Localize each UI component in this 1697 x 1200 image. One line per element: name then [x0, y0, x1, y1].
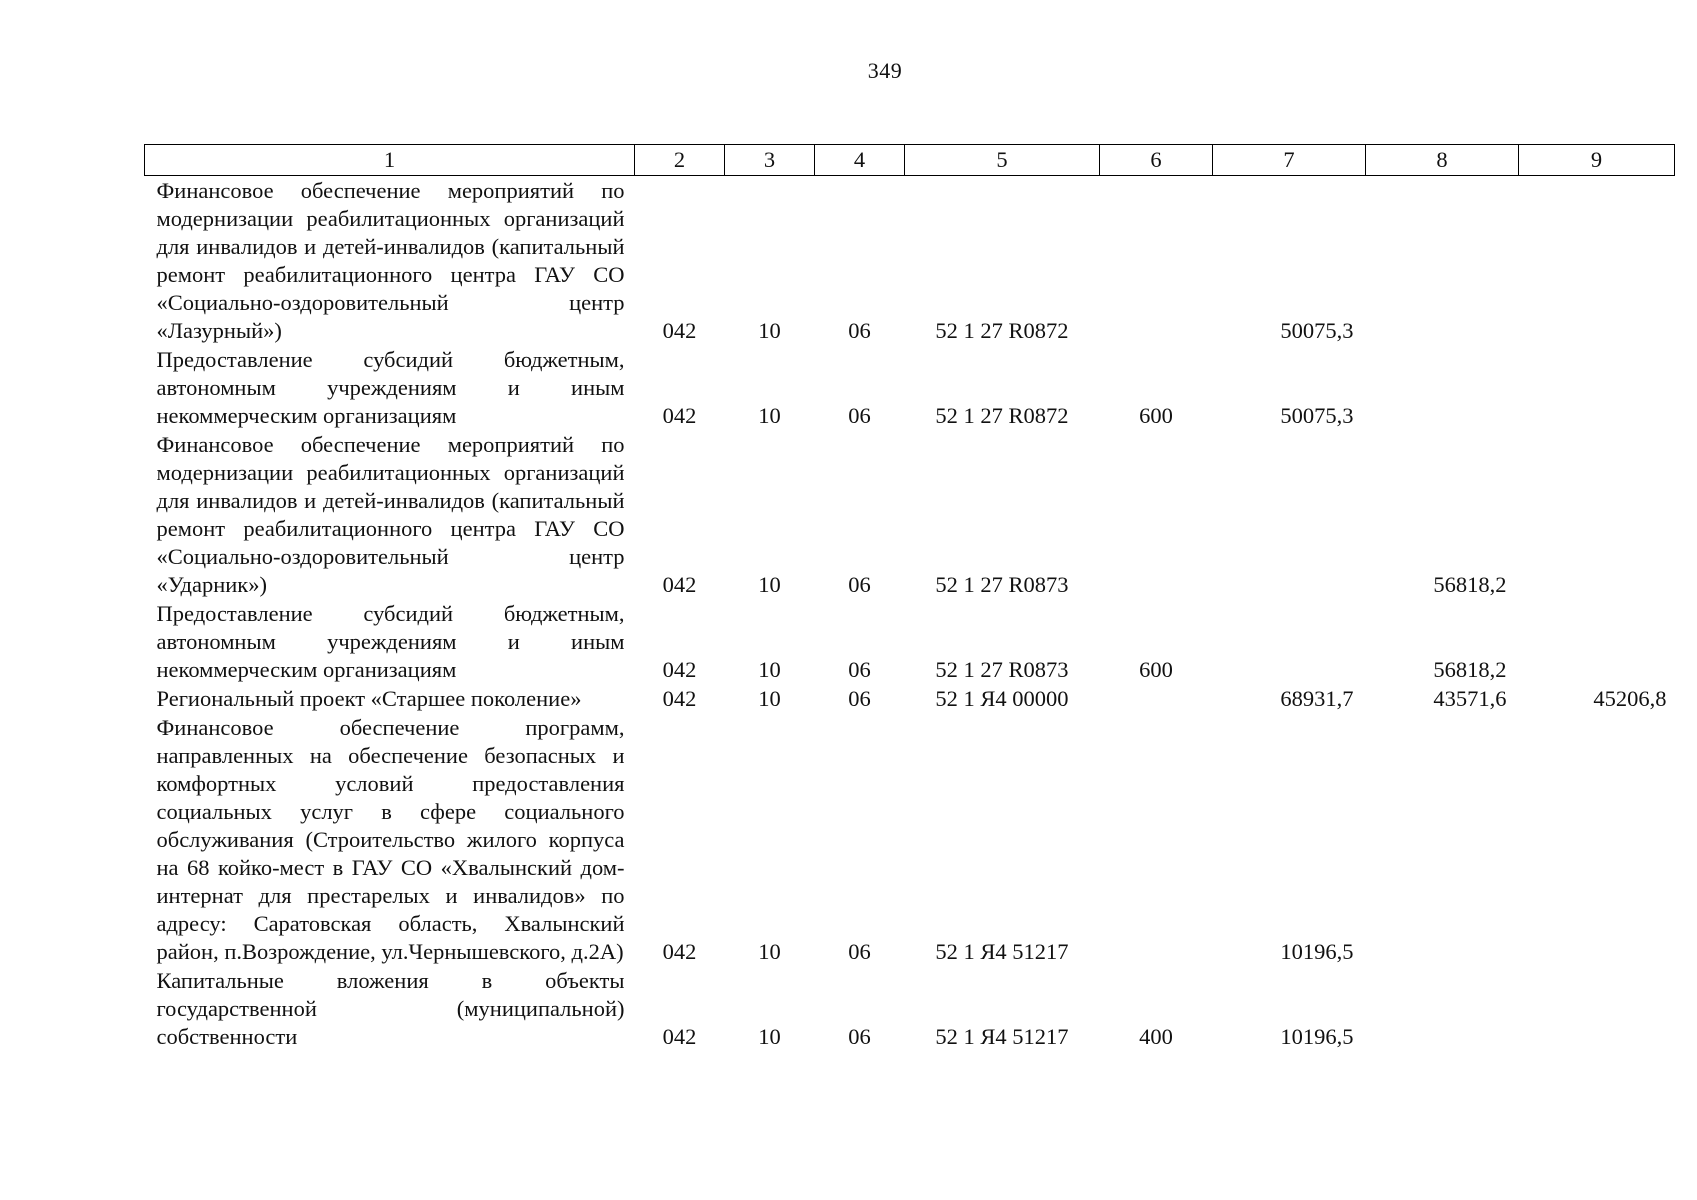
- cell-col-9: [1519, 599, 1675, 684]
- cell-col-8: 56818,2: [1433, 572, 1507, 597]
- cell-col-3: 10: [758, 939, 781, 964]
- cell-col-7: 68931,7: [1280, 686, 1354, 711]
- cell-col-5: 52 1 Я4 51217: [935, 1024, 1069, 1049]
- cell-col-7: 50075,3: [1280, 318, 1354, 343]
- table-row: [145, 713, 1675, 966]
- cell-col-8: 43571,6: [1433, 686, 1507, 711]
- header-row: [145, 145, 1675, 176]
- cell-col-6: [1100, 176, 1213, 346]
- cell-col-4: 06: [848, 318, 871, 343]
- cell-col-5: 52 1 27 R0872: [935, 403, 1069, 428]
- cell-col-8: [1366, 176, 1519, 346]
- cell-col-3: 10: [758, 572, 781, 597]
- row-description: Предоставление субсидий бюджетным, автономным учреждениям и иным некоммерческим организациям: [156, 601, 625, 682]
- page-number: 349: [867, 58, 903, 83]
- cell-col-6: 600: [1139, 657, 1173, 682]
- cell-col-8: [1366, 966, 1519, 1051]
- cell-col-3: 10: [758, 657, 781, 682]
- budget-table: [144, 144, 1675, 1051]
- cell-col-7: [1213, 599, 1366, 684]
- row-description: Региональный проект «Старшее поколение»: [156, 686, 582, 711]
- cell-col-4: 06: [848, 686, 871, 711]
- header-col-2: 2: [635, 145, 725, 176]
- cell-col-9: [1519, 713, 1675, 966]
- cell-col-9: [1519, 966, 1675, 1051]
- table-row: [145, 966, 1675, 1051]
- row-description: Финансовое обеспечение мероприятий по модернизации реабилитационных организаций для инвалидов и детей-инвалидов (капитальный ремонт реабилитационного центра ГАУ СО «Социально-оздоровительный центр «Лазурный»): [156, 178, 625, 343]
- cell-col-3: 10: [758, 686, 781, 711]
- cell-col-5: 52 1 Я4 00000: [935, 686, 1069, 711]
- cell-col-2: 042: [662, 939, 697, 964]
- table-header: [145, 145, 1675, 176]
- cell-col-5: 52 1 27 R0873: [935, 657, 1069, 682]
- header-col-3: 3: [725, 145, 815, 176]
- cell-col-4: 06: [848, 657, 871, 682]
- cell-col-7: 50075,3: [1280, 403, 1354, 428]
- cell-col-5: 52 1 Я4 51217: [935, 939, 1069, 964]
- cell-col-9: [1519, 430, 1675, 599]
- cell-col-3: 10: [758, 318, 781, 343]
- cell-col-8: 56818,2: [1433, 657, 1507, 682]
- cell-col-7: [1213, 430, 1366, 599]
- table-row: [145, 684, 1675, 713]
- cell-col-2: 042: [662, 403, 697, 428]
- table-row: [145, 599, 1675, 684]
- cell-col-3: 10: [758, 403, 781, 428]
- cell-col-9: [1519, 345, 1675, 430]
- cell-col-6: 600: [1139, 403, 1173, 428]
- table-row: [145, 176, 1675, 346]
- cell-col-7: 10196,5: [1280, 939, 1354, 964]
- header-col-7: 7: [1213, 145, 1366, 176]
- table-row: [145, 345, 1675, 430]
- row-description: Капитальные вложения в объекты государственной (муниципальной) собственности: [156, 968, 625, 1049]
- cell-col-2: 042: [662, 572, 697, 597]
- header-col-5: 5: [905, 145, 1100, 176]
- cell-col-8: [1366, 713, 1519, 966]
- table-row: [145, 430, 1675, 599]
- header-col-4: 4: [815, 145, 905, 176]
- cell-col-2: 042: [662, 318, 697, 343]
- header-col-9: 9: [1519, 145, 1675, 176]
- cell-col-4: 06: [848, 1024, 871, 1049]
- cell-col-4: 06: [848, 403, 871, 428]
- cell-col-6: [1100, 684, 1213, 713]
- header-col-1: 1: [145, 145, 635, 176]
- cell-col-4: 06: [848, 572, 871, 597]
- budget-table-container: [144, 144, 1674, 1051]
- header-col-6: 6: [1100, 145, 1213, 176]
- cell-col-5: 52 1 27 R0872: [935, 318, 1069, 343]
- cell-col-6: [1100, 430, 1213, 599]
- cell-col-9: 45206,8: [1593, 686, 1667, 711]
- cell-col-6: [1100, 713, 1213, 966]
- cell-col-2: 042: [662, 657, 697, 682]
- cell-col-2: 042: [662, 1024, 697, 1049]
- cell-col-9: [1519, 176, 1675, 346]
- row-description: Предоставление субсидий бюджетным, автономным учреждениям и иным некоммерческим организациям: [156, 347, 625, 428]
- cell-col-7: 10196,5: [1280, 1024, 1354, 1049]
- cell-col-3: 10: [758, 1024, 781, 1049]
- header-col-8: 8: [1366, 145, 1519, 176]
- row-description: Финансовое обеспечение программ, направленных на обеспечение безопасных и комфортных условий предоставления социальных услуг в сфере социального обслуживания (Строительство жилого корпуса на 68 койко-мест в ГАУ СО «Хвалынский дом-интернат для престарелых и инвалидов» по адресу: Саратовская область, Хвалынский район, п.Возрождение, ул.Чернышевского, д.2А): [156, 715, 625, 964]
- row-description: Финансовое обеспечение мероприятий по модернизации реабилитационных организаций для инвалидов и детей-инвалидов (капитальный ремонт реабилитационного центра ГАУ СО «Социально-оздоровительный центр «Ударник»): [156, 432, 625, 597]
- cell-col-8: [1366, 345, 1519, 430]
- cell-col-5: 52 1 27 R0873: [935, 572, 1069, 597]
- cell-col-4: 06: [848, 939, 871, 964]
- table-body: [145, 176, 1675, 1052]
- cell-col-6: 400: [1139, 1024, 1173, 1049]
- cell-col-2: 042: [662, 686, 697, 711]
